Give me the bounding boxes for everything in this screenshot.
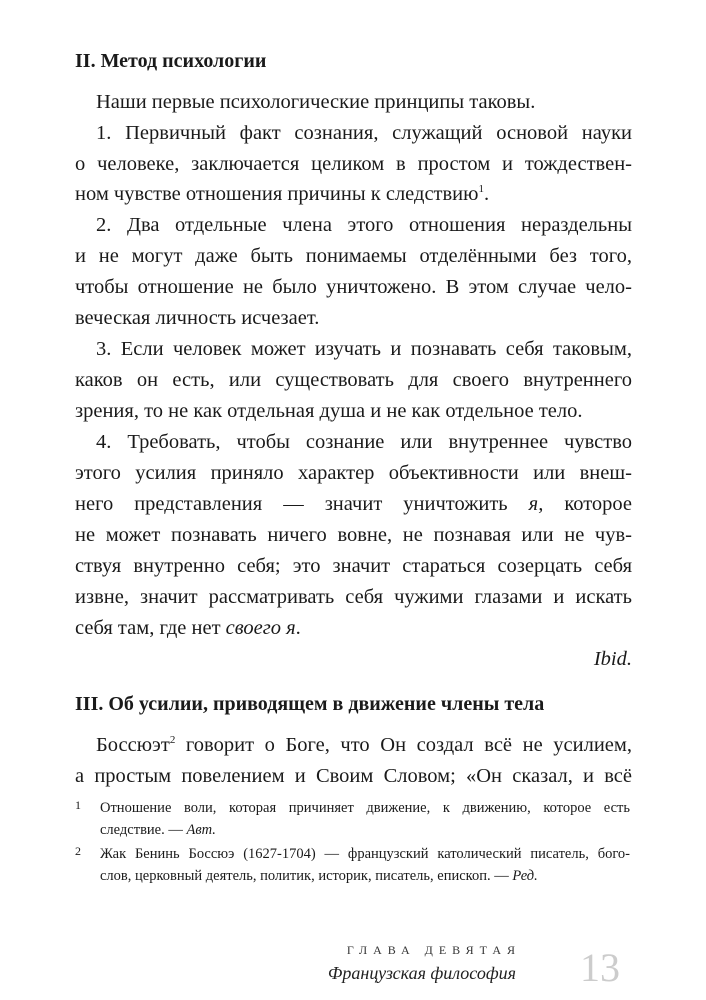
footnote-ref[interactable]: 2 bbox=[169, 734, 176, 747]
footnote-ref[interactable]: 1 bbox=[478, 183, 484, 196]
footnote-author: Авт. bbox=[186, 822, 216, 838]
footnote-line bbox=[100, 820, 630, 840]
text: него представления — значит уничтожить bbox=[75, 493, 529, 515]
text: . bbox=[483, 183, 490, 205]
paragraph-line: 2. Два отдельные члена этого отношения нераздельны bbox=[96, 214, 632, 236]
paragraph-line: Наши первые психологические принципы таковы. bbox=[96, 91, 536, 113]
footnote-number: 2 bbox=[75, 844, 81, 858]
paragraph-line: 3. Если человек может изучать и познавать себя таковым, bbox=[96, 338, 632, 360]
paragraph-line: зрения, то не как отдельная душа и не как отдельное тело. bbox=[75, 400, 583, 422]
text: . bbox=[295, 617, 301, 639]
emphasis: своего я bbox=[225, 617, 296, 639]
page-number: 13 bbox=[580, 945, 620, 990]
paragraph-line bbox=[75, 616, 632, 640]
paragraph-line: веческая личность исчезает. bbox=[75, 307, 320, 329]
paragraph-line: извне, значит рассматривать себя чужими глазами и искать bbox=[75, 586, 632, 608]
paragraph-line: чтобы отношение не было уничтожено. В этом случае чело- bbox=[75, 276, 632, 298]
section-heading: III. Об усилии, приводящем в движение члены тела bbox=[75, 693, 545, 715]
text: слов, церковный деятель, политик, историк, писатель, епископ. — bbox=[100, 868, 513, 884]
paragraph-line: о человеке, заключается целиком в простом и тождествен- bbox=[75, 153, 632, 175]
paragraph-line: каков он есть, или существовать для своего внутреннего bbox=[75, 369, 632, 391]
paragraph-line: ствуя внутренно себя; это значит стараться созерцать себя bbox=[75, 555, 632, 577]
footnote-line bbox=[100, 866, 630, 886]
footnote-number: 1 bbox=[75, 798, 81, 812]
paragraph-line: этого усилия приняло характер объективности или внеш- bbox=[75, 462, 632, 484]
footnote-author: Ред. bbox=[512, 868, 538, 884]
text: следствие. — bbox=[100, 822, 187, 838]
text: которое bbox=[543, 493, 633, 515]
text: говорит о Боге, что Он создал всё не усилием, bbox=[175, 734, 632, 756]
text: ном чувстве отношения причины к следствию bbox=[75, 183, 479, 205]
emphasis: я, bbox=[528, 493, 544, 515]
paragraph-line: 4. Требовать, чтобы сознание или внутреннее чувство bbox=[96, 431, 632, 453]
paragraph-line: не может познавать ничего вовне, не познавая или не чув- bbox=[75, 524, 632, 546]
text: Боссюэт bbox=[96, 734, 170, 756]
paragraph-line bbox=[75, 492, 632, 516]
paragraph-line: 1. Первичный факт сознания, служащий основой науки bbox=[96, 122, 632, 144]
source-citation: Ibid. bbox=[593, 648, 632, 670]
paragraph-line: а простым повелением и Своим Словом; «Он сказал, и всё bbox=[75, 765, 632, 787]
section-heading: II. Метод психологии bbox=[75, 50, 267, 72]
paragraph-line: и не могут даже быть понимаемы отделёнными без того, bbox=[75, 245, 632, 267]
running-subtitle: Французская философия bbox=[327, 963, 516, 983]
paragraph-line bbox=[75, 182, 632, 206]
paragraph-line bbox=[96, 733, 632, 757]
running-head: ГЛАВА ДЕВЯТАЯ bbox=[346, 943, 521, 957]
footnote-line: Отношение воли, которая причиняет движение, к движению, которое есть bbox=[100, 800, 630, 816]
footnote-line: Жак Бенинь Боссюэ (1627-1704) — французский католический писатель, бого- bbox=[100, 846, 630, 862]
text: себя там, где нет bbox=[75, 617, 226, 639]
